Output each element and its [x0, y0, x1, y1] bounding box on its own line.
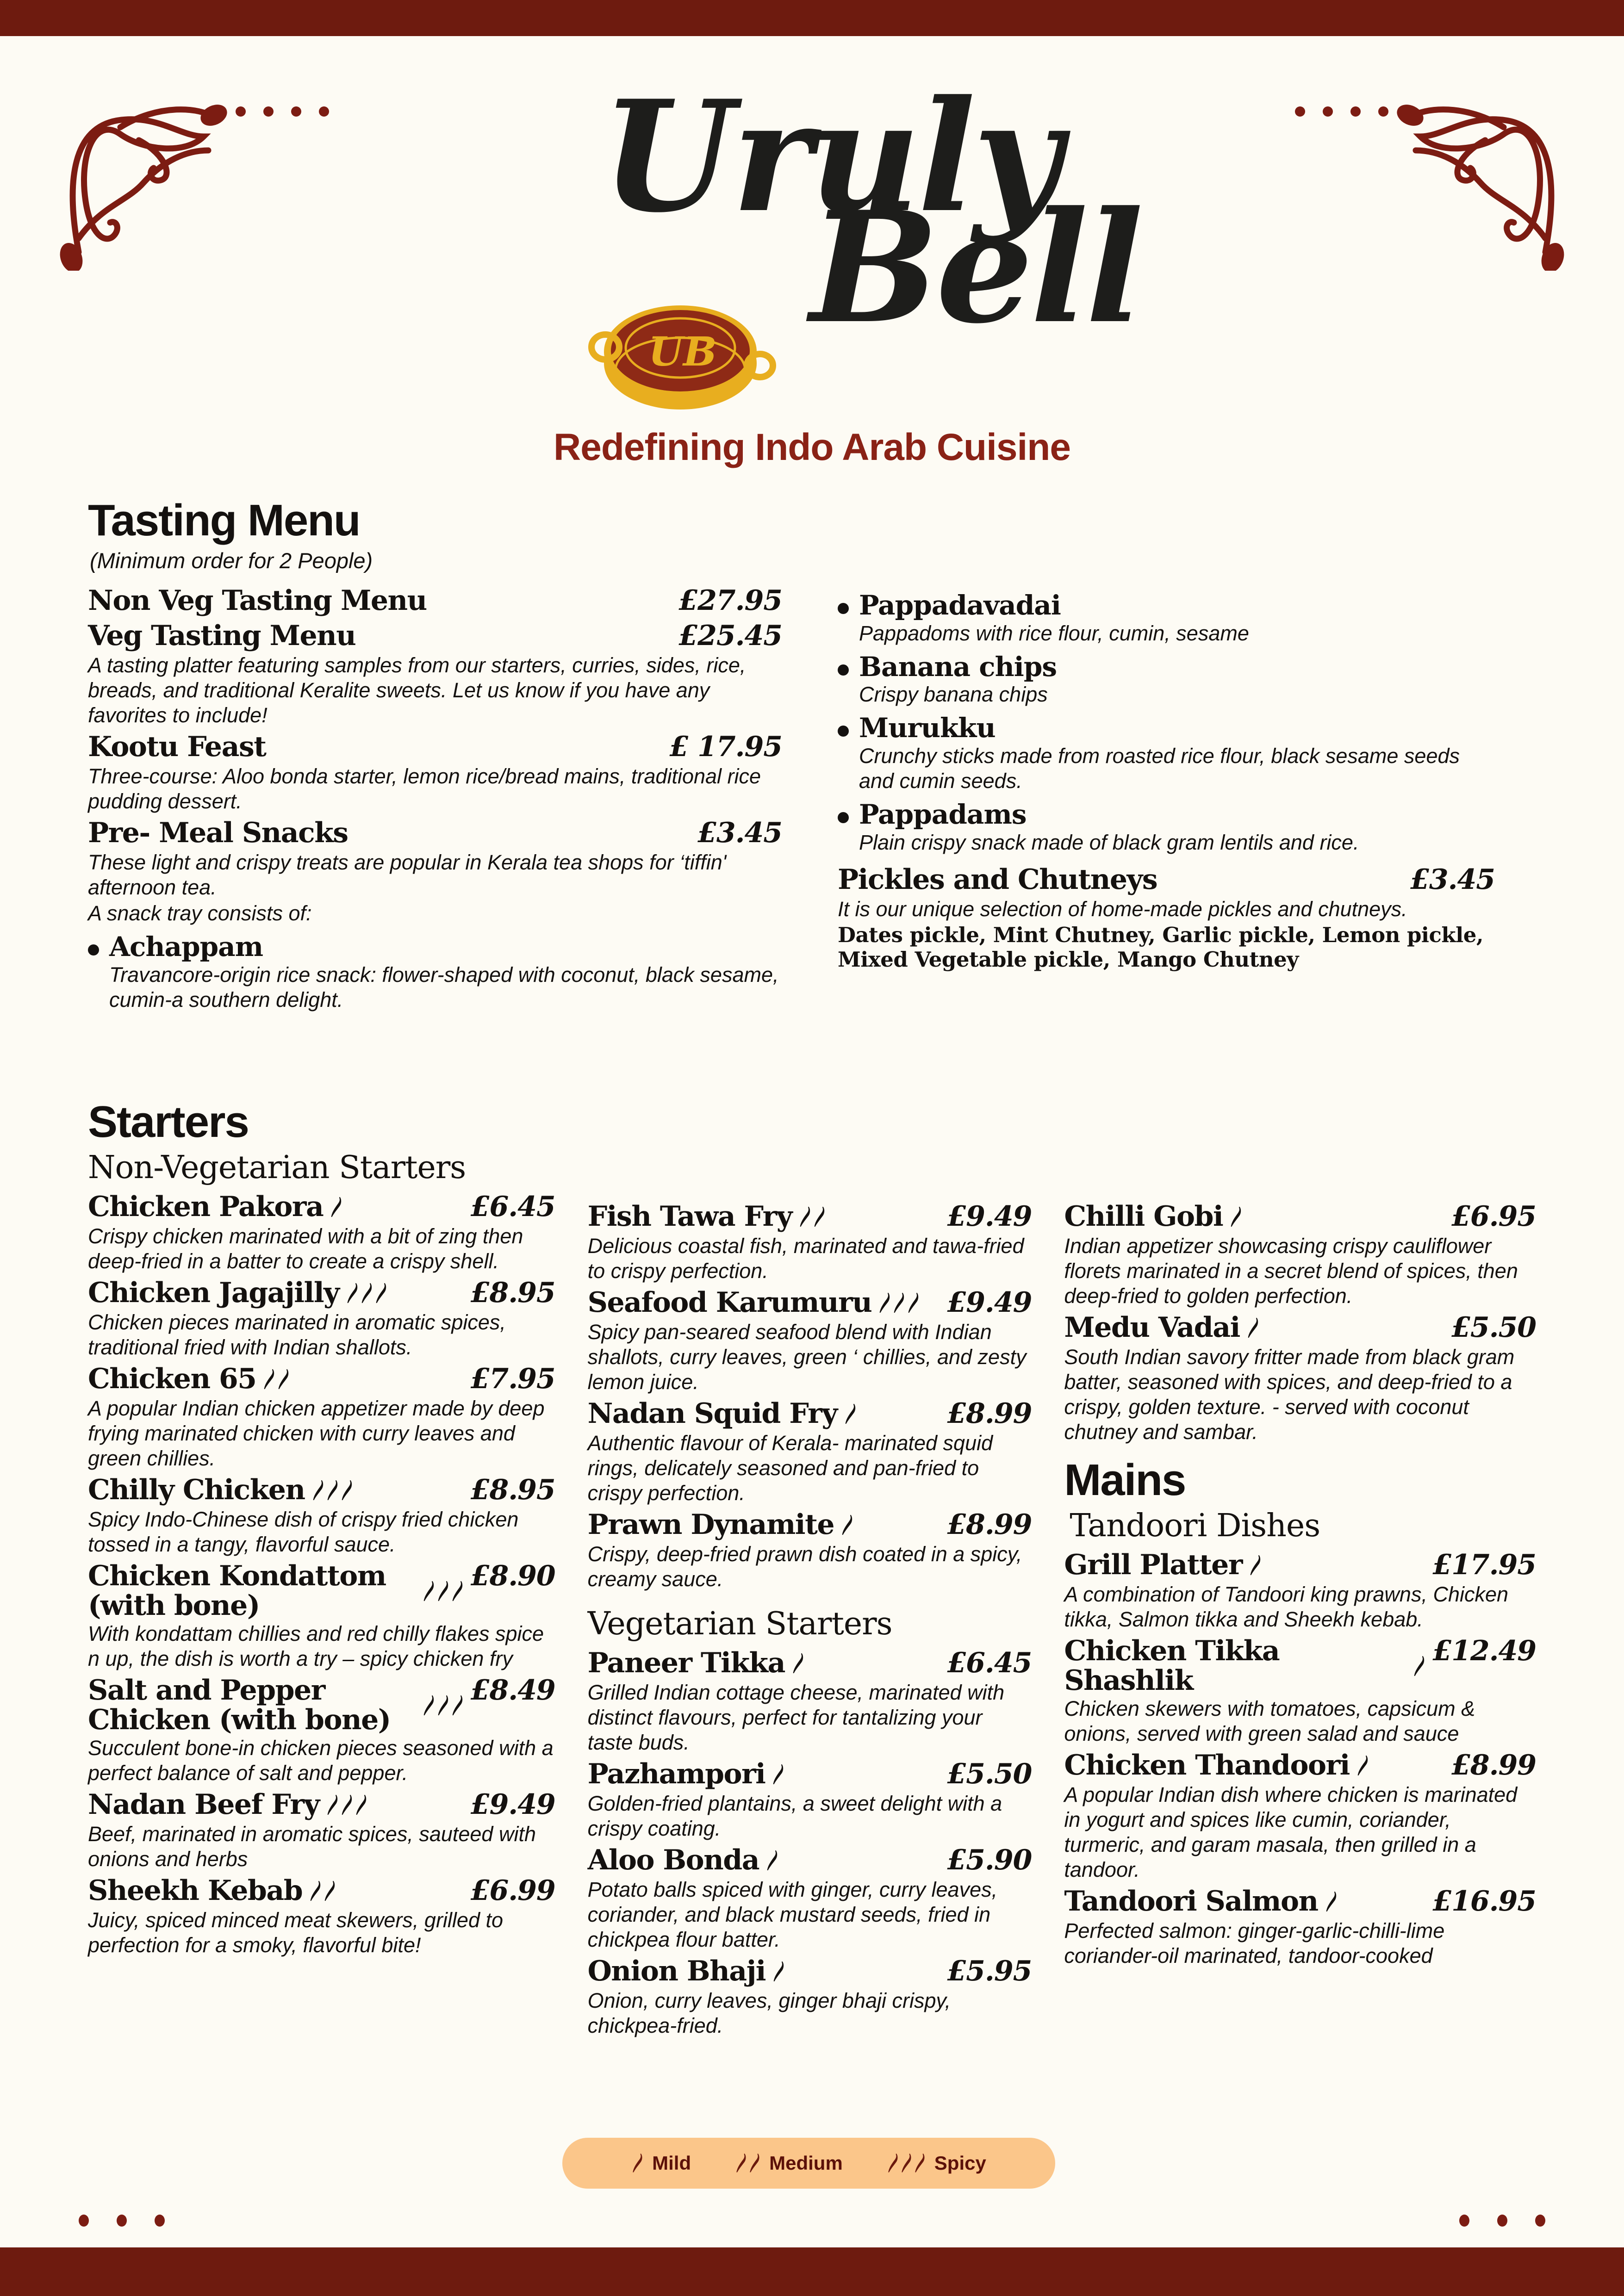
- chilli-icon: [772, 1764, 785, 1785]
- bullet-icon: [838, 726, 849, 737]
- snack-description: Crispy banana chips: [859, 683, 1048, 707]
- chilli-icon: [735, 2153, 747, 2173]
- chilli-icon: [1325, 1891, 1338, 1912]
- snack-name: Murukku: [859, 712, 996, 744]
- menu-item-header: [88, 731, 782, 763]
- item-price: £6.45: [470, 1191, 555, 1223]
- item-name: Salt and Pepper Chicken (with bone): [88, 1676, 464, 1735]
- menu-item[interactable]: [1064, 1635, 1536, 1746]
- menu-item-header: [588, 1647, 1032, 1679]
- chilli-icon: [346, 1283, 359, 1304]
- item-name: Seafood Karumuru: [588, 1288, 941, 1318]
- chilli-icon: [1356, 1755, 1369, 1776]
- dot: [1497, 2215, 1507, 2227]
- item-name: Prawn Dynamite: [588, 1510, 941, 1540]
- menu-item[interactable]: [88, 731, 782, 814]
- menu-item[interactable]: [88, 817, 782, 926]
- menu-item[interactable]: [588, 1508, 1032, 1592]
- spice-rating-icon: [878, 1292, 920, 1314]
- snack-description: Travancore-origin rice snack: flower-shaped with coconut, black sesame, cumin-a southern delight.: [109, 962, 779, 1011]
- menu-item[interactable]: [588, 1844, 1032, 1952]
- legend-label: Spicy: [934, 2152, 986, 2174]
- item-price: £8.95: [470, 1474, 555, 1506]
- spice-rating-icon: [311, 1480, 354, 1501]
- item-price: £6.95: [1451, 1200, 1536, 1233]
- snack-bullet-item: [88, 932, 782, 1012]
- menu-item[interactable]: [88, 620, 782, 728]
- menu-item-header: [88, 1874, 555, 1907]
- spice-rating-icon: [1356, 1755, 1369, 1776]
- menu-item-header: [88, 1363, 555, 1395]
- bullet-icon: [838, 603, 849, 614]
- chilli-icon: [914, 2153, 926, 2173]
- chilli-icon: [326, 1480, 339, 1501]
- spice-rating-icon: [765, 1850, 779, 1871]
- menu-item[interactable]: [1064, 1885, 1536, 1968]
- item-description: Spicy Indo-Chinese dish of crispy fried chicken tossed in a tangy, flavorful sauce.: [88, 1508, 519, 1556]
- item-price: £17.95: [1432, 1549, 1536, 1581]
- spice-rating-icon: [791, 1653, 805, 1674]
- menu-item-header: [588, 1508, 1032, 1541]
- chilli-icon: [422, 1695, 436, 1716]
- dot: [79, 2215, 89, 2227]
- item-price: £8.99: [947, 1397, 1032, 1430]
- chilli-icon: [748, 2153, 761, 2173]
- brand-tagline: Redefining Indo Arab Cuisine: [554, 426, 1070, 468]
- spice-rating-icon: [1412, 1656, 1426, 1677]
- mains-title: Mains: [1064, 1455, 1186, 1505]
- menu-item[interactable]: [1064, 1311, 1536, 1445]
- chilli-icon: [451, 1695, 464, 1716]
- starters-section: [88, 1097, 1536, 2041]
- chilli-icon: [1412, 1656, 1426, 1677]
- ornament-bottom-right-dots: [1459, 2215, 1545, 2227]
- chilli-icon: [323, 1880, 336, 1902]
- legend-label: Mild: [652, 2152, 691, 2174]
- chilli-icon: [311, 1480, 325, 1501]
- item-price: £25.45: [678, 620, 782, 652]
- item-name: Veg Tasting Menu: [88, 620, 356, 652]
- spice-rating-icon: [309, 1880, 336, 1902]
- menu-item-header: [588, 1758, 1032, 1790]
- snack-bullet-item: [838, 800, 1495, 855]
- menu-item-header: [88, 1560, 555, 1620]
- spice-rating-icon: [330, 1197, 343, 1218]
- spice-rating-icon: [1249, 1555, 1262, 1576]
- menu-item-header: [838, 863, 1495, 896]
- chilli-icon: [436, 1695, 450, 1716]
- item-description: Succulent bone-in chicken pieces seasoned with a perfect balance of salt and pepper.: [88, 1736, 554, 1785]
- menu-item[interactable]: [88, 1560, 555, 1671]
- item-price: £27.95: [678, 584, 782, 617]
- snack-description: Crunchy sticks made from roasted rice flour, black sesame seeds and cumin seeds.: [859, 744, 1460, 793]
- item-name: Pazhampori: [588, 1760, 941, 1789]
- item-description: Indian appetizer showcasing crispy cauliflower florets marinated in a secret blend of spices, then deep-fried to golden perfection.: [1064, 1234, 1518, 1308]
- snack-description: Pappadoms with rice flour, cumin, sesame: [859, 621, 1249, 645]
- chilli-icon: [900, 2153, 913, 2173]
- item-price: £12.49: [1432, 1635, 1536, 1667]
- menu-item-header: [588, 1200, 1032, 1233]
- chilli-icon: [309, 1880, 322, 1902]
- spice-rating-icon: [262, 1369, 290, 1390]
- item-name: Pickles and Chutneys: [838, 863, 1157, 896]
- chilli-icon: [887, 2153, 899, 2173]
- chilli-icon: [907, 1292, 920, 1314]
- menu-item-header: [588, 1397, 1032, 1430]
- item-description: South Indian savory fritter made from black gram batter, seasoned with spices, and deep-fried to a crispy, golden texture. - served with coconut chutney and sambar.: [1064, 1345, 1515, 1444]
- menu-item-header: [88, 1474, 555, 1506]
- tasting-menu-title: Tasting Menu: [88, 496, 360, 545]
- chilli-icon: [355, 1794, 368, 1816]
- vegetarian-starters-title: Vegetarian Starters: [587, 1606, 892, 1642]
- spice-rating-icon: [798, 1206, 826, 1228]
- menu-item-header: [588, 1286, 1032, 1319]
- item-description: Onion, curry leaves, ginger bhaji crispy, chickpea-fried.: [587, 1989, 951, 2037]
- item-description: Juicy, spiced minced meat skewers, grilled to perfection for a smoky, flavorful bite!: [88, 1908, 504, 1957]
- tasting-menu-note: (Minimum order for 2 People): [90, 548, 373, 573]
- uruly-pot-icon: [588, 292, 782, 416]
- item-description: A snack tray consists of:: [88, 901, 312, 925]
- menu-item[interactable]: [88, 1474, 555, 1557]
- item-price: £ 17.95: [669, 731, 782, 763]
- menu-item-header: [588, 1844, 1032, 1876]
- starters-title: Starters: [88, 1097, 249, 1147]
- chilli-icon: [326, 1794, 339, 1816]
- item-description: These light and crispy treats are popular in Kerala tea shops for ‘tiffin' afternoon tea.: [88, 850, 727, 899]
- chilli-icon: [631, 2153, 644, 2173]
- snack-name: Banana chips: [859, 651, 1057, 683]
- chilli-icon: [262, 1369, 276, 1390]
- chilli-icon: [844, 1403, 857, 1425]
- spice-rating-icon: [735, 2153, 761, 2173]
- chilli-icon: [360, 1283, 373, 1304]
- chilli-icon: [277, 1369, 290, 1390]
- item-price: £8.99: [947, 1508, 1032, 1541]
- spice-rating-icon: [887, 2153, 926, 2173]
- snack-description: Plain crispy snack made of black gram lentils and rice.: [859, 830, 1359, 854]
- top-accent-bar: [0, 0, 1624, 36]
- item-description: Three-course: Aloo bonda starter, lemon rice/bread mains, traditional rice pudding dessert.: [88, 764, 761, 813]
- chilli-icon: [1229, 1206, 1243, 1228]
- dot: [155, 2215, 165, 2227]
- item-name: Chilly Chicken: [88, 1476, 464, 1505]
- item-name: Paneer Tikka: [588, 1649, 941, 1678]
- menu-item[interactable]: [88, 1277, 555, 1360]
- menu-item-header: [1064, 1311, 1536, 1344]
- spice-rating-icon: [772, 1961, 785, 1982]
- item-name: Grill Platter: [1064, 1551, 1426, 1580]
- starters-column-2: [588, 1149, 1032, 2041]
- item-description: Potato balls spiced with ginger, curry leaves, coriander, and black mustard seeds, fried in chickpea flour batter.: [587, 1878, 998, 1951]
- spice-rating-icon: [326, 1794, 368, 1816]
- starters-column-3: [1064, 1149, 1536, 2041]
- spice-legend: [562, 2138, 1055, 2189]
- menu-item[interactable]: [588, 1647, 1032, 1755]
- item-description: Golden-fried plantains, a sweet delight with a crispy coating.: [587, 1792, 1002, 1840]
- item-description: Authentic flavour of Kerala- marinated squid rings, delicately seasoned and pan-fried to crispy perfection.: [587, 1431, 993, 1505]
- item-description: Crispy chicken marinated with a bit of zing then deep-fried in a batter to create a crispy shell.: [88, 1224, 523, 1273]
- item-price: £16.95: [1432, 1885, 1536, 1918]
- item-price: £5.50: [947, 1758, 1032, 1790]
- menu-item[interactable]: [588, 1286, 1032, 1395]
- item-price: £5.50: [1451, 1311, 1536, 1344]
- legend-item: [735, 2152, 843, 2174]
- menu-item-header: [88, 1788, 555, 1821]
- dot: [117, 2215, 127, 2227]
- chilli-icon: [798, 1206, 812, 1228]
- snack-bullet-item: [838, 652, 1495, 707]
- bottom-accent-bar: [0, 2247, 1624, 2296]
- item-price: £3.45: [1410, 863, 1495, 896]
- chilli-icon: [340, 1480, 354, 1501]
- item-description: A popular Indian chicken appetizer made by deep frying marinated chicken with curry leaves and green chillies.: [88, 1396, 545, 1470]
- item-price: £8.99: [1451, 1749, 1536, 1782]
- item-name: Aloo Bonda: [588, 1846, 941, 1875]
- tasting-menu-header: [88, 495, 1624, 573]
- item-name: Non Veg Tasting Menu: [88, 584, 427, 617]
- menu-item-header: [88, 817, 782, 849]
- chilli-icon: [892, 1292, 906, 1314]
- snack-bullet-item: [838, 591, 1495, 646]
- item-name: Chicken 65: [88, 1365, 464, 1394]
- menu-item-header: [88, 1191, 555, 1223]
- item-price: £6.99: [470, 1874, 555, 1907]
- bullet-icon: [838, 664, 849, 676]
- item-price: £5.90: [947, 1844, 1032, 1876]
- menu-item-header: [88, 584, 782, 617]
- menu-item-header: [588, 1955, 1032, 1987]
- chilli-icon: [878, 1292, 891, 1314]
- chilli-icon: [1249, 1555, 1262, 1576]
- chilli-icon: [374, 1283, 388, 1304]
- dot: [1535, 2215, 1545, 2227]
- starters-column-1: [88, 1149, 555, 2041]
- item-price: £8.49: [470, 1674, 555, 1707]
- menu-item[interactable]: [1064, 1549, 1536, 1632]
- ornament-bottom-left-dots: [79, 2215, 165, 2227]
- legend-item: [887, 2152, 986, 2174]
- brand-name-line2: Bell: [809, 178, 1141, 357]
- item-description: A popular Indian dish where chicken is marinated in yogurt and spices like cumin, coriander, turmeric, and garam masala, then grilled in a tandoor.: [1064, 1783, 1518, 1882]
- spice-rating-icon: [422, 1695, 464, 1716]
- spice-rating-icon: [772, 1764, 785, 1785]
- menu-item[interactable]: [1064, 1749, 1536, 1882]
- item-description: Grilled Indian cottage cheese, marinated with distinct flavours, perfect for tantalizing your taste buds.: [587, 1681, 1005, 1754]
- item-description: Perfected salmon: ginger-garlic-chilli-lime coriander-oil marinated, tandoor-cooked: [1064, 1919, 1445, 1968]
- menu-item-header: [1064, 1635, 1536, 1695]
- menu-item[interactable]: [588, 1955, 1032, 2038]
- item-description: Crispy, deep-fried prawn dish coated in a spicy, creamy sauce.: [587, 1542, 1022, 1591]
- bullet-icon: [838, 812, 849, 823]
- menu-item[interactable]: [588, 1397, 1032, 1506]
- menu-item-header: [88, 1674, 555, 1735]
- item-name: Pre- Meal Snacks: [88, 817, 348, 849]
- item-description: A tasting platter featuring samples from our starters, curries, sides, rice, breads, and traditional Keralite sweets. Let us know if you have any favorites to include!: [88, 653, 746, 727]
- item-name: Onion Bhaji: [588, 1957, 941, 1986]
- menu-item[interactable]: [588, 1200, 1032, 1284]
- menu-item-header: [1064, 1885, 1536, 1917]
- dot: [1459, 2215, 1469, 2227]
- menu-item[interactable]: [88, 1788, 555, 1872]
- brand-logo: [523, 67, 1141, 453]
- item-name: Nadan Squid Fry: [588, 1399, 941, 1429]
- item-name: Chicken Jagajilly: [88, 1278, 464, 1308]
- snack-bullet-item: [838, 714, 1495, 794]
- snack-name: Achappam: [109, 931, 263, 962]
- item-name: Chilli Gobi: [1064, 1202, 1445, 1232]
- item-price: £9.49: [470, 1788, 555, 1821]
- spice-rating-icon: [1246, 1317, 1260, 1339]
- menu-item-header: [1064, 1200, 1536, 1233]
- spice-rating-icon: [631, 2153, 644, 2173]
- chilli-icon: [791, 1653, 805, 1674]
- item-name: Chicken Pakora: [88, 1192, 464, 1222]
- brand-header: [0, 67, 1624, 509]
- chilli-icon: [422, 1581, 436, 1602]
- item-name: Sheekh Kebab: [88, 1876, 464, 1906]
- chilli-icon: [772, 1961, 785, 1982]
- pickles-list: Dates pickle, Mint Chutney, Garlic pickle, Lemon pickle, Mixed Vegetable pickle, Mango Chutney: [838, 922, 1483, 972]
- tandoori-dishes-title: Tandoori Dishes: [1070, 1508, 1320, 1544]
- item-name: Chicken Thandoori: [1064, 1751, 1445, 1781]
- chilli-icon: [840, 1514, 854, 1536]
- menu-item-header: [1064, 1549, 1536, 1581]
- item-description: A combination of Tandoori king prawns, Chicken tikka, Salmon tikka and Sheekh kebab.: [1064, 1582, 1509, 1631]
- item-name: Tandoori Salmon: [1064, 1887, 1426, 1917]
- legend-label: Medium: [769, 2152, 843, 2174]
- item-price: £3.45: [697, 817, 782, 849]
- spice-rating-icon: [1229, 1206, 1243, 1228]
- menu-item[interactable]: [88, 1191, 555, 1274]
- item-description: Chicken pieces marinated in aromatic spices, traditional fried with Indian shallots.: [88, 1310, 506, 1359]
- spice-rating-icon: [1325, 1891, 1338, 1912]
- bullet-icon: [88, 944, 99, 956]
- brand-name-line1: Uruly: [601, 67, 1059, 246]
- chilli-icon: [340, 1794, 354, 1816]
- item-price: £8.90: [470, 1560, 555, 1592]
- menu-item-header: [1064, 1749, 1536, 1781]
- snack-name: Pappadavadai: [859, 590, 1061, 621]
- menu-item[interactable]: [88, 1363, 555, 1471]
- chilli-icon: [451, 1581, 464, 1602]
- item-price: £9.49: [947, 1286, 1032, 1319]
- spice-rating-icon: [844, 1403, 857, 1425]
- item-name: Chicken Tikka Shashlik: [1064, 1637, 1426, 1695]
- item-description: Spicy pan-seared seafood blend with Indian shallots, curry leaves, green ‘ chillies, and zesty lemon juice.: [587, 1320, 1027, 1394]
- item-price: £9.49: [947, 1200, 1032, 1233]
- non-vegetarian-starters-title: Non-Vegetarian Starters: [88, 1149, 466, 1186]
- tasting-right-column: [838, 584, 1495, 1012]
- snack-name: Pappadams: [859, 798, 1027, 830]
- tasting-left-column: [88, 584, 782, 1012]
- menu-item[interactable]: [88, 584, 782, 617]
- menu-item-header: [88, 620, 782, 652]
- chilli-icon: [765, 1850, 779, 1871]
- item-description: Delicious coastal fish, marinated and tawa-fried to crispy perfection.: [587, 1234, 1024, 1283]
- menu-item[interactable]: [588, 1758, 1032, 1841]
- item-name: Fish Tawa Fry: [588, 1202, 941, 1232]
- spice-rating-icon: [422, 1581, 464, 1602]
- tasting-menu-section: [0, 495, 1624, 1012]
- chilli-icon: [330, 1197, 343, 1218]
- item-price: £8.95: [470, 1277, 555, 1309]
- item-price: £7.95: [470, 1363, 555, 1395]
- monogram-text: UB: [648, 329, 717, 375]
- menu-item-header: [88, 1277, 555, 1309]
- item-description: Chicken skewers with tomatoes, capsicum & onions, served with green salad and sauce: [1064, 1697, 1475, 1746]
- item-name: Medu Vadai: [1064, 1313, 1445, 1343]
- legend-item: [631, 2152, 691, 2174]
- chilli-icon: [436, 1581, 450, 1602]
- item-description: It is our unique selection of home-made pickles and chutneys.: [838, 897, 1407, 921]
- menu-item[interactable]: [88, 1674, 555, 1786]
- item-price: £6.45: [947, 1647, 1032, 1679]
- item-price: £5.95: [947, 1955, 1032, 1987]
- item-name: Kootu Feast: [88, 731, 266, 763]
- spice-rating-icon: [840, 1514, 854, 1536]
- menu-item[interactable]: [1064, 1200, 1536, 1309]
- menu-item[interactable]: [88, 1874, 555, 1958]
- chilli-icon: [813, 1206, 826, 1228]
- menu-item[interactable]: [838, 863, 1495, 972]
- item-description: With kondattam chillies and red chilly flakes spice n up, the dish is worth a try – spicy chicken fry: [88, 1622, 544, 1671]
- spice-rating-icon: [346, 1283, 388, 1304]
- item-name: Nadan Beef Fry: [88, 1790, 464, 1820]
- chilli-icon: [1246, 1317, 1260, 1339]
- item-name: Chicken Kondattom (with bone): [88, 1562, 464, 1620]
- item-description: Beef, marinated in aromatic spices, sauteed with onions and herbs: [88, 1822, 536, 1871]
